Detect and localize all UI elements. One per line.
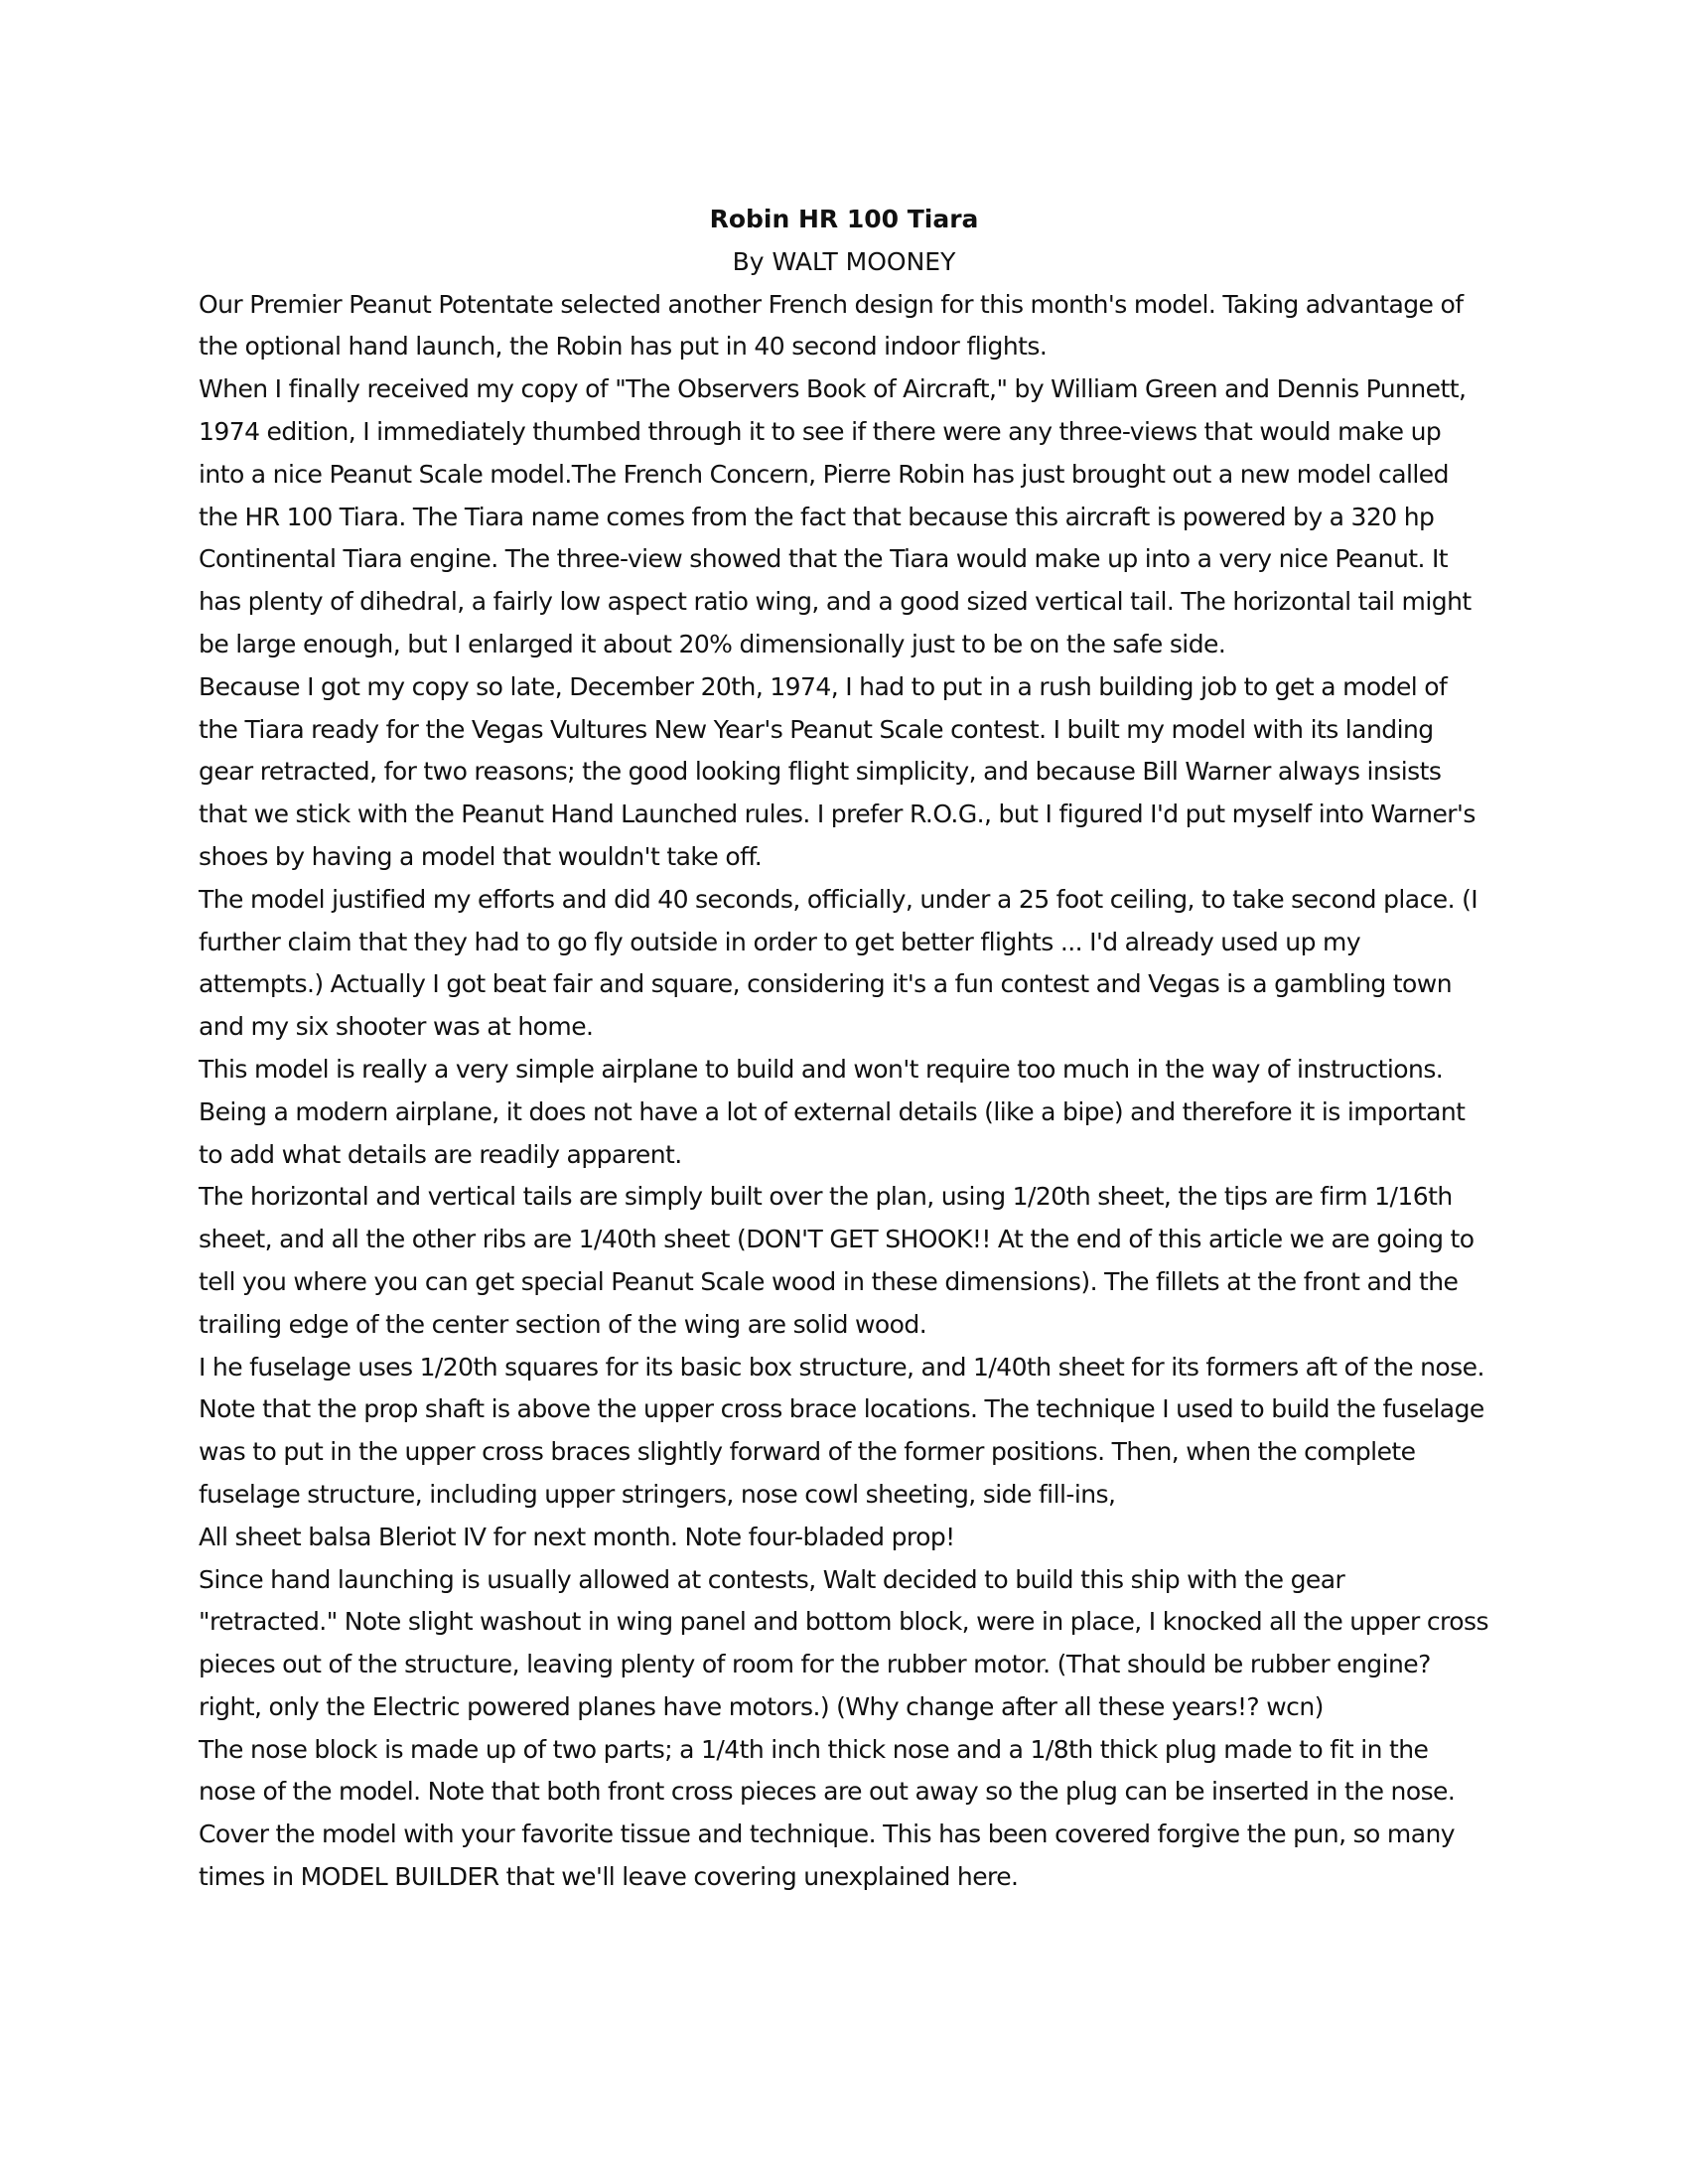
paragraph-simple-airplane: This model is really a very simple airplane to build and won't require too much in the way of instructions. Being a modern airplane, it does not have a lot of external details (like a bipe) and therefore it is important to add what details are readily apparent. xyxy=(199,1054,1466,1169)
paragraph-hand-launching: Since hand launching is usually allowed at contests, Walt decided to build this ship with the gear "retracted." Note slight washout in wing panel and bottom block, were in place, I knocked all the upper cross pieces out of the structure, leaving plenty of room for the rubber motor. (That should be rubber engine? right, only the Electric powered planes have motors.) (Why change after all these years!? wcn) xyxy=(199,1564,1488,1721)
paragraph-fuselage: I he fuselage uses 1/20th squares for its basic box structure, and 1/40th sheet for its formers aft of the nose. Note that the prop shaft is above the upper cross brace locations. The technique I used to build the fuselage was to put in the upper cross braces slightly forward of the former positions. Then, when the complete fuselage structure, including upper stringers, nose cowl sheeting, side fill-ins, xyxy=(199,1352,1484,1509)
paragraph-tails: The horizontal and vertical tails are simply built over the plan, using 1/20th sheet, the tips are firm 1/16th sheet, and all the other ribs are 1/40th sheet (DON'T GET SHOOK!! At the end of this article we are going to tell you where you can get special Peanut Scale wood in these dimensions). The fillets at the front and the trailing edge of the center section of the wing are solid wood. xyxy=(199,1182,1475,1339)
paragraph-nose-block: The nose block is made up of two parts; a 1/4th inch thick nose and a 1/8th thick plug made to fit in the nose of the model. Note that both front cross pieces are out away so the plug can be inserted in the nose. xyxy=(199,1734,1456,1807)
paragraph-results: The model justified my efforts and did 40 seconds, officially, under a 25 foot ceiling, to take second place. (I further claim that they had to go fly outside in order to get better flights ... I'd already used up my attempts.) Actually I got beat fair and square, considering it's a fun contest and Vegas is a gambling town and my six shooter was at home. xyxy=(199,884,1478,1042)
article xyxy=(199,199,1489,1899)
paragraph-observers-book: When I finally received my copy of "The Observers Book of Aircraft," by William Green and Dennis Punnett, 1974 edition, I immediately thumbed through it to see if there were any three-views that would make up into a nice Peanut Scale model.The French Concern, Pierre Robin has just brought out a new model called the HR 100 Tiara. The Tiara name comes from the fact that because this aircraft is powered by a 320 hp Continental Tiara engine. The three-view showed that the Tiara would make up into a very nice Peanut. It has plenty of dihedral, a fairly low aspect ratio wing, and a good sized vertical tail. The horizontal tail might be large enough, but I enlarged it about 20% dimensionally just to be on the safe side. xyxy=(199,374,1472,658)
article-byline: By WALT MOONEY xyxy=(732,246,956,276)
paragraph-covering: Cover the model with your favorite tissue and technique. This has been covered forgive the pun, so many times in MODEL BUILDER that we'll leave covering unexplained here. xyxy=(199,1820,1455,1892)
paragraph-intro: Our Premier Peanut Potentate selected another French design for this month's model. Taking advantage of the optional hand launch, the Robin has put in 40 second indoor flights. xyxy=(199,289,1464,362)
paragraph-bleriot-caption: All sheet balsa Bleriot IV for next month. Note four-bladed prop! xyxy=(199,1522,955,1551)
article-title: Robin HR 100 Tiara xyxy=(709,205,979,233)
paragraph-vegas-contest: Because I got my copy so late, December 20th, 1974, I had to put in a rush building job to get a model of the Tiara ready for the Vegas Vultures New Year's Peanut Scale contest. I built my model with its landing gear retracted, for two reasons; the good looking flight simplicity, and because Bill Warner always insists that we stick with the Peanut Hand Launched rules. I prefer R.O.G., but I figured I'd put myself into Warner's shoes by having a model that wouldn't take off. xyxy=(199,671,1476,871)
